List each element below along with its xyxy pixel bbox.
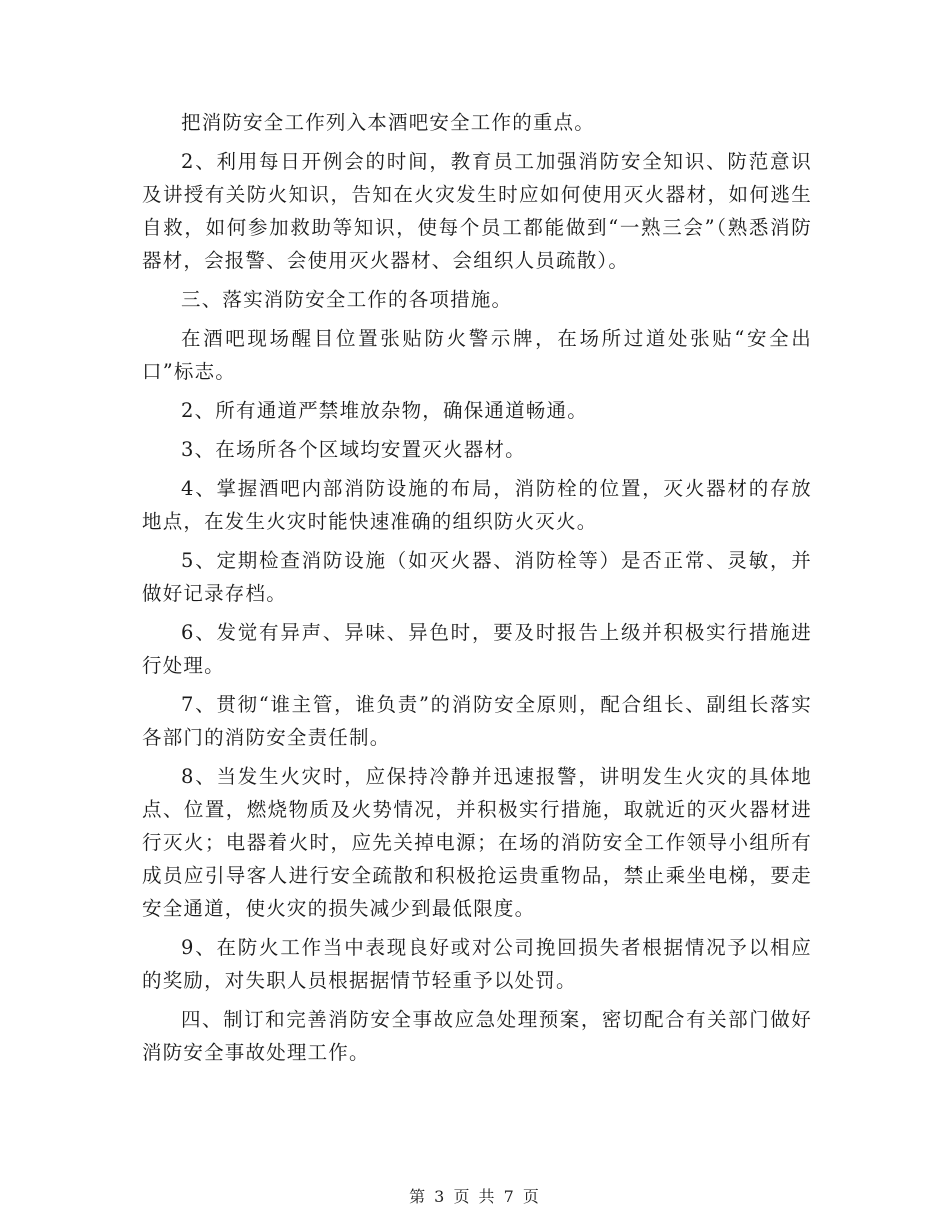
page-number-footer: 第 3 页 共 7 页 <box>409 1187 541 1206</box>
paragraph: 2、利用每日开例会的时间，教育员工加强消防安全知识、防范意识及讲授有关防火知识，告知在火灾发生时应如何使用灭火器材，如何逃生自救，如何参加救助等知识，使每个员工都能做到“一熟三会”（熟悉消防器材，会报警、会使用灭火器材、会组织人员疏散）。 <box>142 150 812 272</box>
section-heading: 三、落实消防安全工作的各项措施。 <box>181 288 513 311</box>
list-item: 3、在场所各个区域均安置灭火器材。 <box>181 438 526 461</box>
list-item: 2、所有通道严禁堆放杂物，确保通道畅通。 <box>181 399 588 422</box>
list-item: 9、在防火工作当中表现良好或对公司挽回损失者根据情况予以相应的奖励，对失职人员根据据情节轻重予以处罚。 <box>142 936 812 992</box>
section-heading: 四、制订和完善消防安全事故应急处理预案，密切配合有关部门做好消防安全事故处理工作。 <box>142 1008 812 1064</box>
list-item: 8、当发生火灾时，应保持冷静并迅速报警，讲明发生火灾的具体地点、位置，燃烧物质及火势情况，并积极实行措施，取就近的灭火器材进行灭火；电器着火时，应先关掉电源；在场的消防安全工作领导小组所有成员应引导客人进行安全疏散和积极抢运贵重物品，禁止乘坐电梯，要走安全通道，使火灾的损失减少到最低限度。 <box>142 765 812 920</box>
document-body <box>142 106 812 1075</box>
list-item: 7、贯彻“谁主管，谁负责”的消防安全原则，配合组长、副组长落实各部门的消防安全责任制。 <box>142 693 812 749</box>
list-item: 5、定期检查消防设施（如灭火器、消防栓等）是否正常、灵敏，并做好记录存档。 <box>142 549 812 605</box>
paragraph: 在酒吧现场醒目位置张贴防火警示牌，在场所过道处张贴“安全出口”标志。 <box>142 327 812 383</box>
paragraph: 把消防安全工作列入本酒吧安全工作的重点。 <box>181 111 596 134</box>
list-item: 6、发觉有异声、异味、异色时，要及时报告上级并积极实行措施进行处理。 <box>142 621 812 677</box>
list-item: 4、掌握酒吧内部消防设施的布局，消防栓的位置，灭火器材的存放地点，在发生火灾时能快速准确的组织防火灭火。 <box>142 477 812 533</box>
